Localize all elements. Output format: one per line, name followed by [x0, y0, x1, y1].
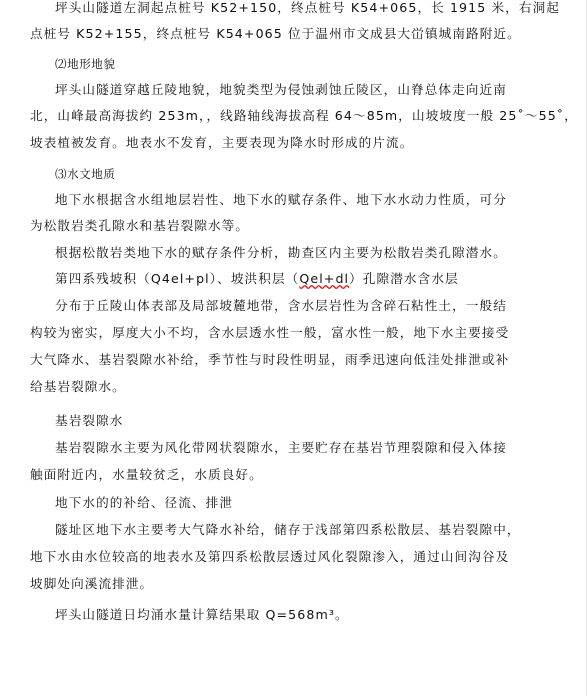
subheading-pore-water-part1: 第四系残坡积（Q4el+pl）、坡洪积层（ — [55, 271, 300, 286]
paragraph-line: 点桩号 K52+155，终点桩号 K54+065 位于温州市文成县大峃镇城南路附近。 — [30, 26, 521, 41]
paragraph-line: 坪头山隧道日均涌水量计算结果取 Q=568m³。 — [55, 607, 349, 622]
paragraph-line: 大气降水、基岩裂隙水补给，季节性与时段性明显，雨季迅速向低洼处排泄或补 — [30, 352, 510, 367]
paragraph-line: 构较为密实，厚度大小不均，含水层透水性一般，富水性一般，地下水主要接受 — [30, 325, 510, 340]
subheading-pore-water-part2: ）孔隙潜水含水层 — [349, 271, 459, 286]
paragraph-line: 根据松散岩类地下水的赋存条件分析，勘查区内主要为松散岩类孔隙潜水。 — [55, 245, 507, 260]
paragraph-line: 坪头山隧道穿越丘陵地貌，地貌类型为侵蚀剥蚀丘陵区，山脊总体走向近南 — [55, 82, 507, 97]
paragraph-line: 基岩裂隙水主要为风化带网状裂隙水，主要贮存在基岩节理裂隙和侵入体接 — [55, 440, 507, 455]
paragraph-line: 为松散岩类孔隙水和基岩裂隙水等。 — [30, 218, 250, 233]
paragraph-line: 北，山峰最高海拔约 253m，，线路轴线海拔高程 64～85m，山坡坡度一般 25˚～55˚， — [30, 108, 578, 123]
subheading-recharge: 地下水的的补给、径流、排泄 — [55, 495, 234, 510]
section-heading-hydrogeology: ⑶水文地质 — [55, 167, 116, 181]
subheading-pore-water-symbol: Qel+dl — [299, 271, 350, 286]
section-heading-terrain: ⑵地形地貌 — [55, 57, 116, 71]
subheading-pore-water — [55, 271, 459, 287]
paragraph-line: 分布于丘陵山体表部及局部坡麓地带，含水层岩性为含碎石粘性土，一般结 — [55, 298, 507, 313]
subheading-bedrock-water: 基岩裂隙水 — [55, 413, 124, 428]
paragraph-line: 坪头山隧道左洞起点桩号 K52+150，终点桩号 K54+065，长 1915 米，右洞起 — [55, 0, 560, 15]
paragraph-line: 坡脚处向溪流排泄。 — [30, 576, 154, 591]
paragraph-line: 触面附近内，水量较贫乏，水质良好。 — [30, 467, 263, 482]
paragraph-line: 坡表植被发育。地表水不发育，主要表现为降水时形成的片流。 — [30, 135, 414, 150]
paragraph-line: 地下水根据含水组地层岩性、地下水的赋存条件、地下水水动力性质，可分 — [55, 192, 507, 207]
paragraph-line: 隧址区地下水主要考大气降水补给，储存于浅部第四系松散层、基岩裂隙中， — [55, 522, 521, 537]
paragraph-line: 给基岩裂隙水。 — [30, 379, 126, 394]
paragraph-line: 地下水由水位较高的地表水及第四系松散层透过风化裂隙渗入，通过山间沟谷及 — [30, 549, 510, 564]
